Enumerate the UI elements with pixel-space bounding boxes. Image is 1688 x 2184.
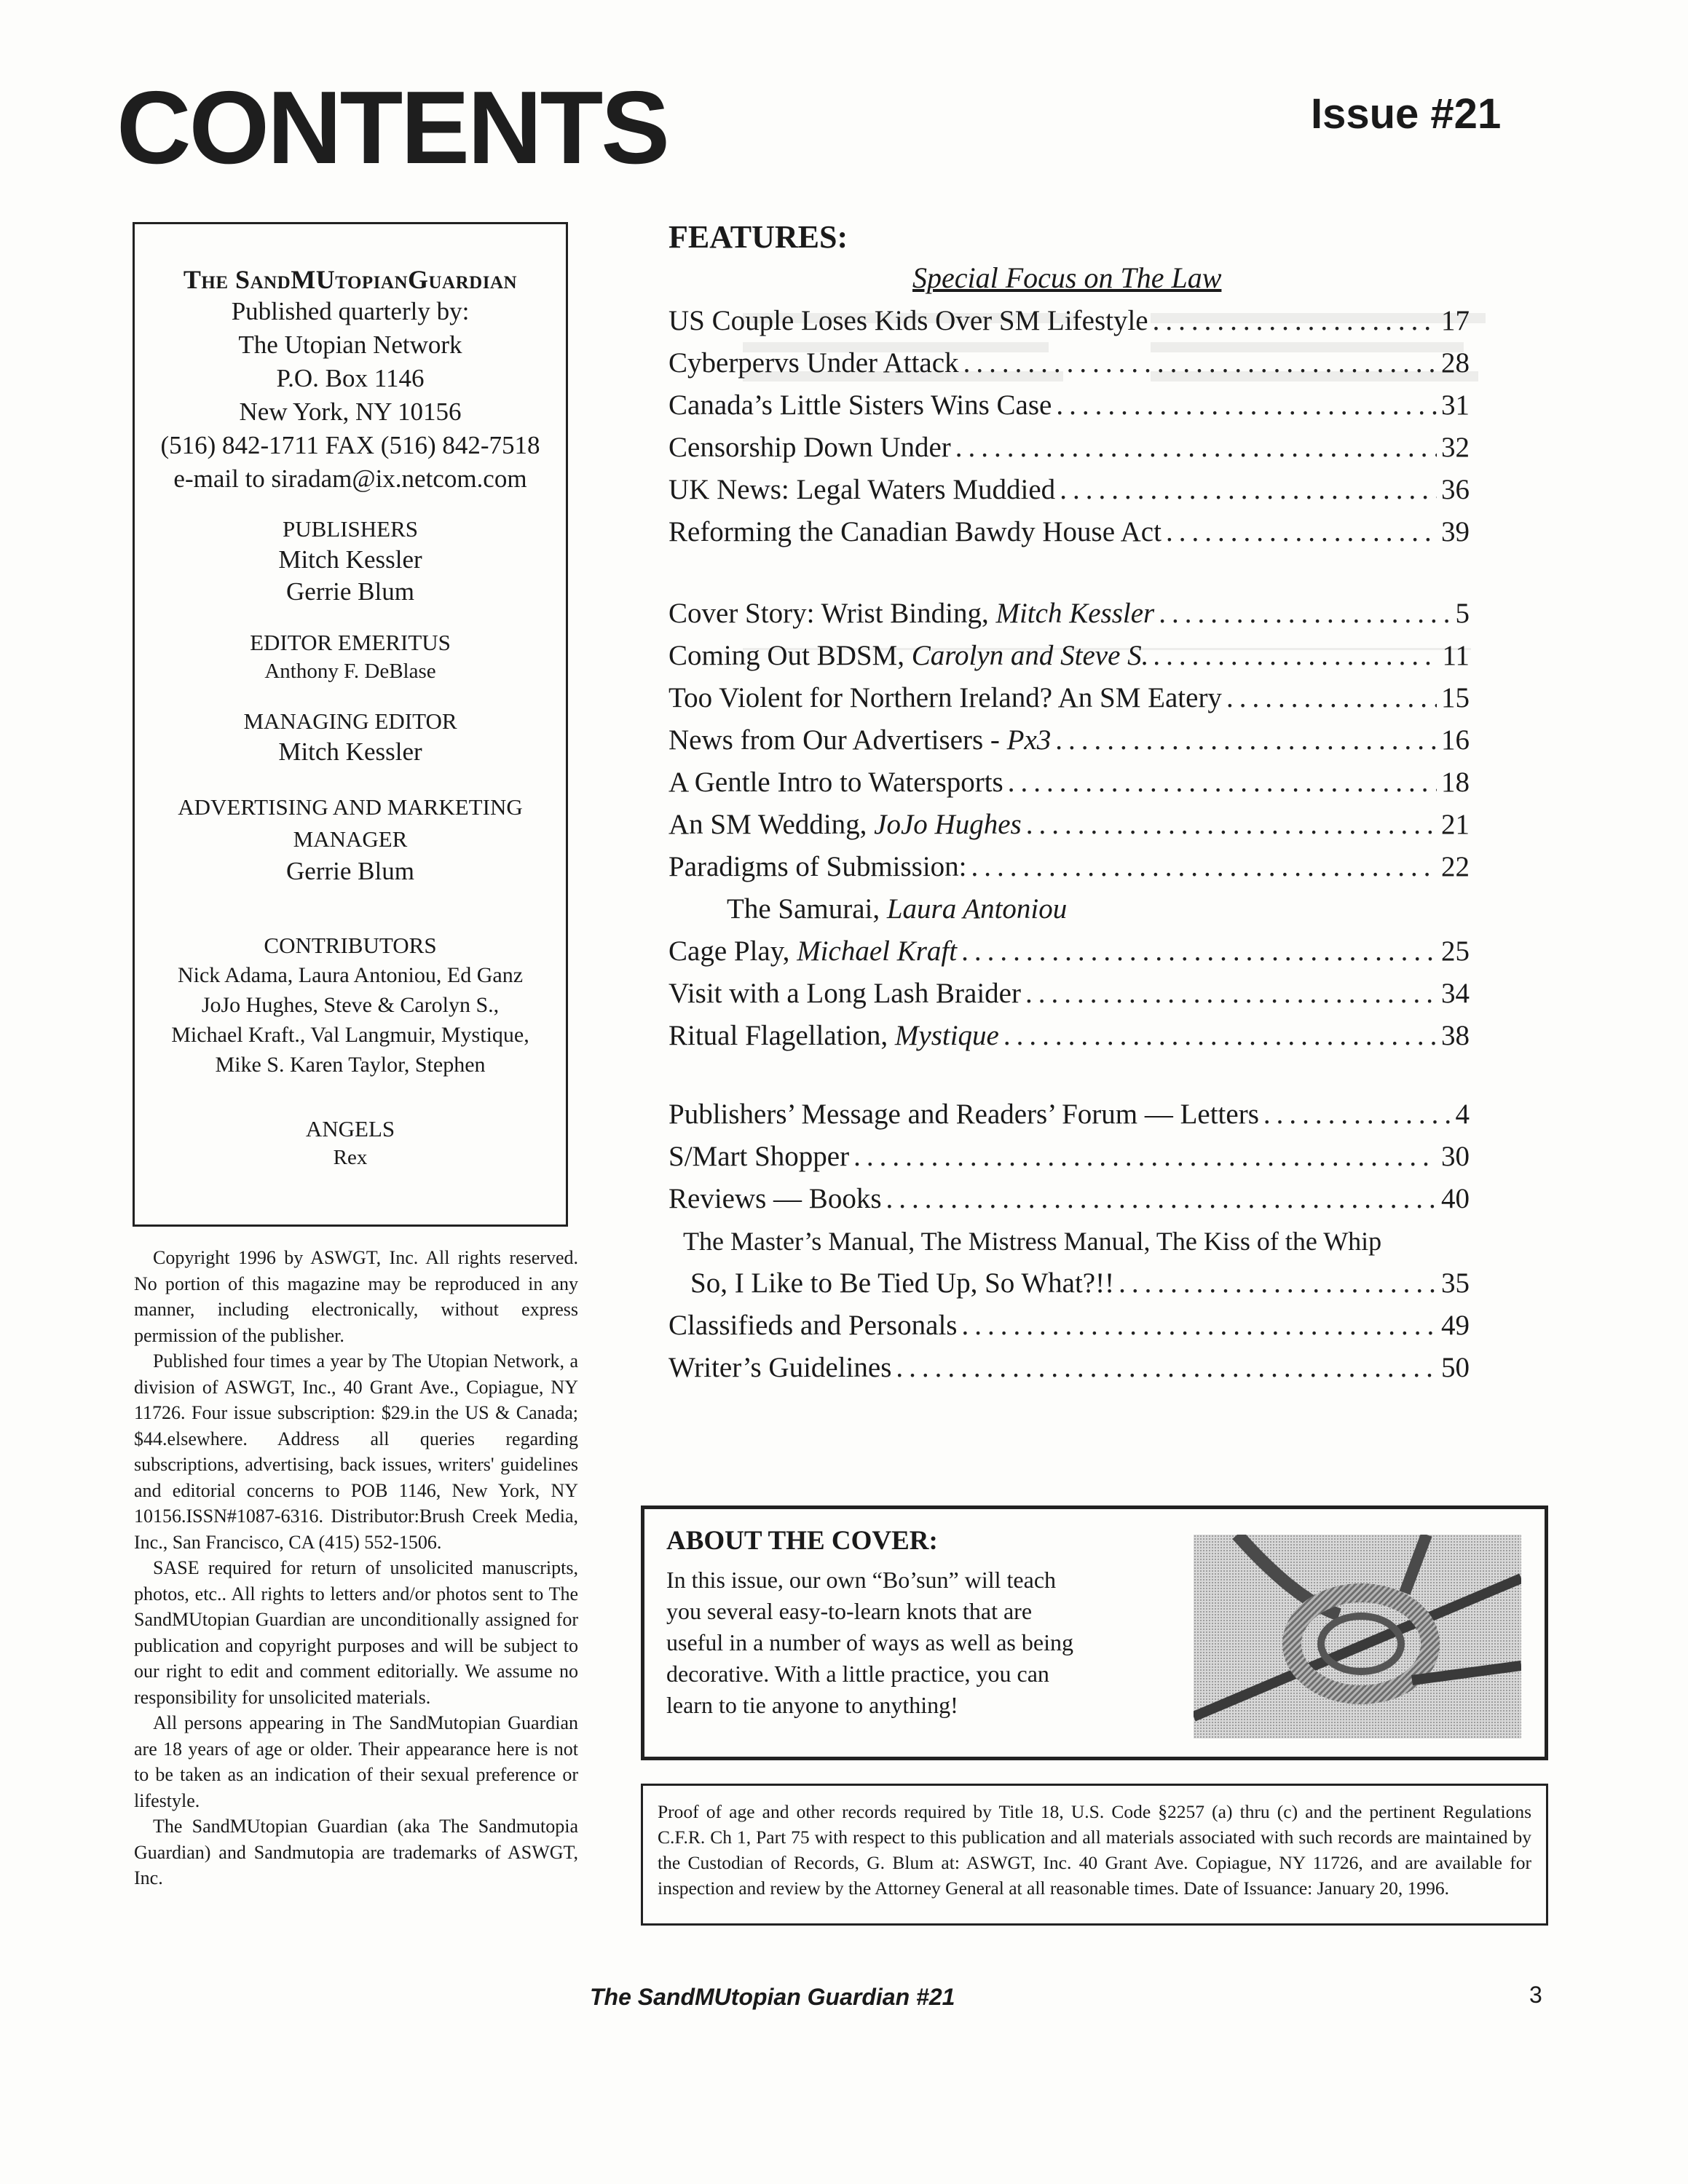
entry-title — [669, 930, 957, 973]
phone-fax: (516) 842-1711 FAX (516) 842-7518 — [160, 431, 540, 459]
entry-page: 21 — [1441, 809, 1470, 840]
toc-entry[interactable] — [669, 511, 1470, 553]
leader-dots — [1153, 300, 1437, 342]
cover-thumbnail-image — [1194, 1535, 1521, 1738]
entry-title: Classifieds and Personals — [669, 1310, 958, 1341]
managing-editor-name: Mitch Kessler — [278, 737, 422, 766]
special-focus-heading: Special Focus on The Law — [912, 261, 1222, 294]
published-by: Published quarterly by: — [231, 297, 470, 325]
entry-title-text: Ritual Flagellation, — [669, 1020, 895, 1051]
entry-title — [669, 635, 1148, 677]
about-cover-text: In this issue, our own “Bo’sun” will teach you several easy-to-learn knots that are useful in a number of ways as well as being decorative. With a little practice, you can learn to tie anyone to anything! — [666, 1567, 1073, 1718]
entry-title — [669, 593, 1154, 635]
trademark-paragraph: The SandMUtopian Guardian (aka The Sandmutopia Guardian) and Sandmutopia are trademarks of ASWGT, Inc. — [134, 1816, 578, 1888]
leader-dots — [1159, 593, 1451, 635]
entry-page: 18 — [1441, 767, 1470, 798]
entry-title: Writer’s Guidelines — [669, 1352, 892, 1383]
subentry-author: Laura Antoniou — [886, 893, 1068, 925]
entry-page: 31 — [1441, 389, 1470, 421]
entry-title: Cyberpervs Under Attack — [669, 347, 959, 379]
entry-page: 25 — [1441, 935, 1470, 967]
po-box: P.O. Box 1146 — [276, 364, 425, 392]
toc-entry[interactable] — [669, 342, 1470, 384]
page-number: 3 — [1529, 1982, 1542, 2008]
leader-dots — [1226, 677, 1437, 719]
leader-dots — [853, 1136, 1437, 1178]
toc-entry[interactable] — [669, 677, 1470, 719]
publisher-org: The Utopian Network — [238, 331, 462, 359]
advertising-heading: ADVERTISING AND MARKETING — [178, 794, 523, 820]
features-heading: FEATURES: — [669, 219, 848, 255]
toc-entry[interactable] — [669, 300, 1470, 342]
entry-title-text: Cover Story: Wrist Binding, — [669, 598, 996, 629]
entry-page: 50 — [1441, 1352, 1470, 1383]
spacer — [669, 1057, 1470, 1093]
advertising-heading-2: MANAGER — [293, 826, 408, 852]
entry-page: 22 — [1441, 851, 1470, 882]
toc-entry[interactable] — [669, 635, 1470, 677]
leader-dots — [1060, 469, 1437, 511]
leader-dots — [963, 342, 1437, 384]
entry-title — [669, 973, 1021, 1015]
toc-subentry — [669, 888, 1470, 930]
entry-title-text: A Gentle Intro to Watersports — [669, 767, 1003, 798]
toc-entry[interactable] — [669, 804, 1470, 846]
entry-page: 17 — [1441, 305, 1470, 336]
entry-title: S/Mart Shopper — [669, 1141, 850, 1172]
toc-entry[interactable] — [669, 1136, 1470, 1178]
about-the-cover-box — [641, 1506, 1548, 1760]
toc-entry[interactable] — [669, 469, 1470, 511]
entry-page: 34 — [1441, 978, 1470, 1009]
leader-dots — [1263, 1093, 1451, 1136]
entry-page: 40 — [1441, 1183, 1470, 1214]
angels-name: Rex — [333, 1146, 368, 1169]
entry-title-text: News from Our Advertisers - — [669, 724, 1007, 756]
entry-title: UK News: Legal Waters Muddied — [669, 474, 1056, 505]
age-paragraph: All persons appearing in The SandMutopian Guardian are 18 years of age or older. Their appearance here is not to be taken as an indication of their sexual preference or lifestyle. — [134, 1712, 578, 1811]
entry-title — [669, 677, 1222, 719]
publishers-heading: PUBLISHERS — [282, 516, 419, 542]
toc-entry[interactable] — [669, 593, 1470, 635]
publisher-name: Mitch Kessler — [278, 545, 422, 574]
toc-entry[interactable] — [669, 761, 1470, 804]
city: New York, NY 10156 — [239, 397, 462, 426]
leader-dots — [1119, 1262, 1437, 1305]
contributors-line: Nick Adama, Laura Antoniou, Ed Ganz — [177, 963, 524, 987]
contributors-line: Mike S. Karen Taylor, Stephen — [215, 1053, 486, 1077]
toc-subentry: The Master’s Manual, The Mistress Manual, The Kiss of the Whip — [683, 1227, 1382, 1256]
footer-publication-title: The SandMUtopian Guardian #21 — [590, 1984, 955, 2010]
entry-title-text: Coming Out BDSM, — [669, 640, 912, 671]
leader-dots — [1008, 761, 1437, 804]
toc-entry[interactable] — [669, 846, 1470, 888]
leader-dots — [1153, 635, 1437, 677]
leader-dots — [1166, 511, 1437, 553]
leader-dots — [971, 846, 1437, 888]
entry-title-text: An SM Wedding, — [669, 809, 875, 840]
copyright-paragraph: Copyright 1996 by ASWGT, Inc. All rights reserved. No portion of this magazine may be reproduced in any manner, including electronically, without express permission of the publisher. — [134, 1247, 578, 1346]
leader-dots — [1056, 384, 1437, 427]
leader-dots — [1003, 1015, 1437, 1057]
page-title: CONTENTS — [117, 70, 668, 186]
toc-entry[interactable] — [669, 1015, 1470, 1057]
entry-author: JoJo Hughes — [874, 809, 1022, 840]
entry-title-text: Too Violent for Northern Ireland? An SM Eatery — [669, 682, 1222, 713]
contributors-line: Michael Kraft., Val Langmuir, Mystique, — [171, 1023, 529, 1047]
records-notice: Proof of age and other records required by Title 18, U.S. Code §2257 (a) thru (c) and the pertinent Regulations C.F.R. Ch 1, Part 75 with respect to this publication and all materials associated with such records are maintained by the Custodian of Records, G. Blum at: ASWGT, Inc. 40 Grant Ave. Copiague, NY 11726, and are available for inspection and review by the Attorney General at all reasonable times. Date of Issuance: January 20, 1996. — [641, 1784, 1548, 1926]
toc-entry[interactable] — [669, 1262, 1470, 1305]
editor-emeritus-name: Anthony F. DeBlase — [264, 660, 436, 683]
leader-dots — [961, 930, 1437, 973]
copyright-notice — [134, 1245, 578, 1891]
advertising-manager-name: Gerrie Blum — [286, 857, 414, 885]
toc-entry[interactable] — [669, 1093, 1470, 1136]
email: e-mail to siradam@ix.netcom.com — [173, 464, 527, 493]
entry-title-text: Visit with a Long Lash Braider — [669, 978, 1021, 1009]
toc-entry[interactable] — [669, 1305, 1470, 1347]
toc-entry[interactable] — [669, 1347, 1470, 1389]
contributors-line: JoJo Hughes, Steve & Carolyn S., — [201, 993, 500, 1017]
leader-dots — [955, 427, 1437, 469]
leader-dots — [1026, 804, 1437, 846]
leader-dots — [961, 1305, 1437, 1347]
entry-page: 16 — [1441, 724, 1470, 756]
entry-page: 4 — [1455, 1099, 1470, 1130]
masthead-box — [133, 222, 568, 1227]
entry-page: 38 — [1441, 1020, 1470, 1051]
angels-heading: ANGELS — [305, 1116, 395, 1142]
subentry-title: The Samurai, — [727, 893, 887, 925]
leader-dots — [896, 1347, 1437, 1389]
leader-dots — [886, 1178, 1437, 1220]
entry-title-text: Cage Play, — [669, 935, 797, 967]
contributors-heading: CONTRIBUTORS — [264, 933, 437, 958]
leader-dots — [1025, 973, 1437, 1015]
entry-page: 49 — [1441, 1310, 1470, 1341]
publication-name: The SandMUtopianGuardian — [183, 265, 518, 294]
entry-title: Reviews — Books — [669, 1183, 882, 1214]
entry-author: Mystique — [894, 1020, 999, 1051]
entry-page: 32 — [1441, 432, 1470, 463]
toc-entry[interactable] — [669, 973, 1470, 1015]
about-cover-heading: ABOUT THE COVER: — [666, 1526, 938, 1556]
entry-author: Mitch Kessler — [995, 598, 1155, 629]
editor-emeritus-heading: EDITOR EMERITUS — [250, 630, 451, 655]
entry-page: 39 — [1441, 516, 1470, 547]
entry-page: 28 — [1441, 347, 1470, 379]
publication-info-paragraph: Published four times a year by The Utopian Network, a division of ASWGT, Inc., 40 Grant Ave., Copiague, NY 11726. Four issue subscription: $29.in the US & Canada; $44.elsewhere. Address all queries regarding subscriptions, advertising, back issues, writers' guidelines and editorial concerns to POB 1146, New York, NY 10156.ISSN#1087-6316. Distributor:Brush Creek Media, Inc., San Francisco, CA (415) 552-1506. — [134, 1350, 578, 1553]
entry-title-text: Paradigms of Submission: — [669, 851, 967, 882]
entry-page: 30 — [1441, 1141, 1470, 1172]
leader-dots — [1055, 719, 1437, 761]
table-of-contents — [669, 218, 1470, 1389]
sase-paragraph: SASE required for return of unsolicited manuscripts, photos, etc.. All rights to letters and/or photos sent to The SandMUtopian Guardian are unconditionally assigned for publication and copyright purposes and will be subject to our right to edit and comment editorially. We assume no responsibility for unsolicited materials. — [134, 1557, 578, 1708]
entry-title — [669, 761, 1003, 804]
entry-page: 5 — [1455, 598, 1470, 629]
toc-entry[interactable] — [669, 427, 1470, 469]
toc-entry[interactable] — [669, 719, 1470, 761]
managing-editor-heading: MANAGING EDITOR — [243, 708, 457, 734]
entry-title: So, I Like to Be Tied Up, So What?!! — [690, 1267, 1115, 1299]
entry-author: Carolyn and Steve S. — [911, 640, 1149, 671]
entry-title — [669, 846, 967, 888]
toc-entry[interactable] — [669, 1178, 1470, 1220]
entry-page: 36 — [1441, 474, 1470, 505]
toc-entry[interactable] — [669, 384, 1470, 427]
toc-entry[interactable] — [669, 930, 1470, 973]
issue-number: Issue #21 — [1311, 90, 1502, 138]
publisher-name: Gerrie Blum — [286, 577, 414, 606]
entry-title — [669, 804, 1022, 846]
entry-title: US Couple Loses Kids Over SM Lifestyle — [669, 305, 1148, 336]
entry-author: Px3 — [1006, 724, 1052, 756]
entry-title: Censorship Down Under — [669, 432, 951, 463]
entry-title: Publishers’ Message and Readers’ Forum — Letters — [669, 1099, 1259, 1130]
entry-title — [669, 719, 1051, 761]
entry-title: Reforming the Canadian Bawdy House Act — [669, 516, 1162, 547]
entry-title: Canada’s Little Sisters Wins Case — [669, 389, 1052, 421]
spacer — [669, 553, 1470, 593]
entry-page: 11 — [1442, 640, 1470, 671]
entry-page: 15 — [1441, 682, 1470, 713]
entry-author: Michael Kraft — [797, 935, 958, 967]
entry-page: 35 — [1441, 1267, 1470, 1299]
entry-title — [669, 1015, 999, 1057]
